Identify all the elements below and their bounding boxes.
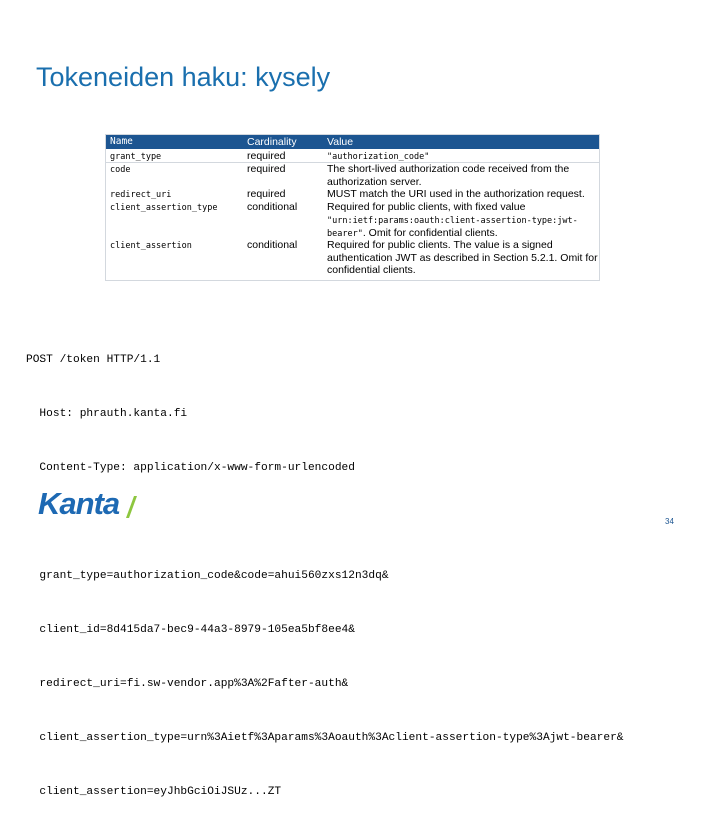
param-name: redirect_uri bbox=[110, 190, 172, 200]
param-value: Required for public clients. The value is a signed authentication JWT as described in Section 5.2.1. Omit for confidential clients. bbox=[327, 239, 598, 276]
kanta-logo bbox=[38, 486, 119, 522]
param-cardinality: required bbox=[247, 188, 286, 200]
param-value: "authorization_code" bbox=[327, 152, 430, 162]
code-line: POST /token HTTP/1.1 bbox=[26, 354, 161, 366]
page-number: 34 bbox=[665, 517, 674, 526]
param-name: client_assertion_type bbox=[110, 203, 218, 213]
param-value-text: . Omit for confidential clients. bbox=[362, 227, 498, 239]
param-value bbox=[327, 201, 599, 241]
code-line: client_assertion=eyJhbGciOiJSUz...ZT bbox=[26, 786, 282, 798]
param-value-code: "urn:ietf:params:oauth:client-assertion-type:jwt-bearer" bbox=[327, 215, 578, 239]
param-value-text: Required for public clients, with fixed value bbox=[327, 201, 526, 213]
param-value: MUST match the URI used in the authorization request. bbox=[327, 188, 585, 200]
param-cardinality: conditional bbox=[247, 201, 298, 213]
logo-text: Kanta bbox=[38, 486, 120, 521]
code-line: client_assertion_type=urn%3Aietf%3Aparams%3Aoauth%3Aclient-assertion-type%3Ajwt-bearer& bbox=[26, 732, 624, 744]
code-line: redirect_uri=fi.sw-vendor.app%3A%2Fafter-auth& bbox=[26, 678, 349, 690]
header-cardinality: Cardinality bbox=[247, 136, 297, 148]
code-line: grant_type=authorization_code&code=ahui560zxs12n3dq& bbox=[26, 570, 389, 582]
logo-swoosh-icon bbox=[124, 494, 138, 520]
table-header bbox=[106, 135, 599, 149]
http-request-example bbox=[26, 315, 624, 819]
slide-title: Tokeneiden haku: kysely bbox=[36, 62, 331, 92]
param-name: code bbox=[110, 165, 131, 175]
param-name: client_assertion bbox=[110, 241, 192, 251]
header-value: Value bbox=[327, 136, 354, 148]
parameters-table bbox=[105, 134, 600, 281]
param-name: grant_type bbox=[110, 152, 162, 162]
code-line: Content-Type: application/x-www-form-urlencoded bbox=[26, 462, 355, 474]
param-cardinality: required bbox=[247, 150, 286, 162]
header-name: Name bbox=[110, 136, 133, 147]
param-value: The short-lived authorization code received from the authorization server. bbox=[327, 163, 570, 188]
param-cardinality: conditional bbox=[247, 239, 298, 251]
param-cardinality: required bbox=[247, 163, 286, 175]
code-line: client_id=8d415da7-bec9-44a3-8979-105ea5bf8ee4& bbox=[26, 624, 355, 636]
code-line: Host: phrauth.kanta.fi bbox=[26, 408, 188, 420]
